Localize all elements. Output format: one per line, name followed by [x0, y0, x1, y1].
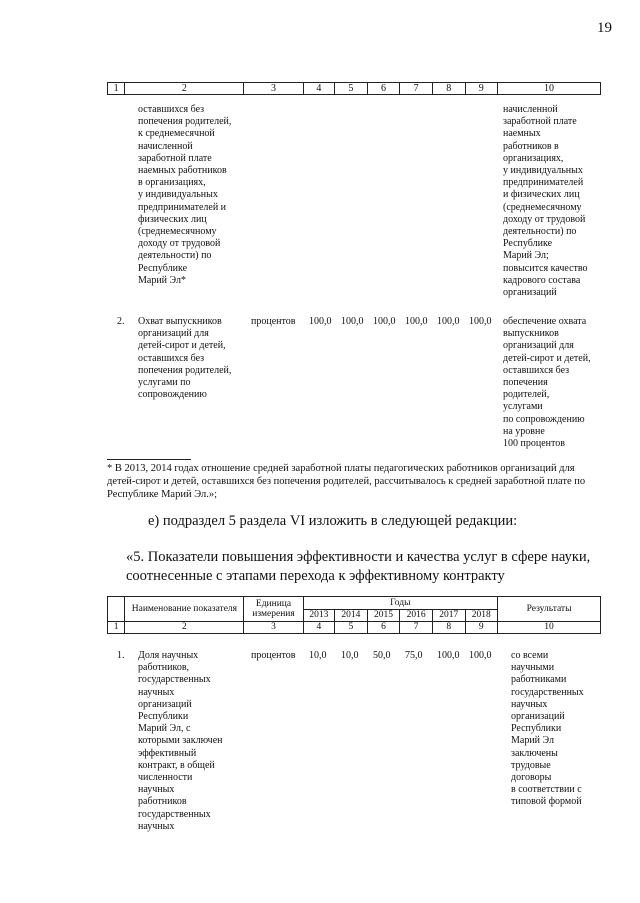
instruction-text: е) подраздел 5 раздела VI изложить в следующей редакции:: [148, 513, 518, 529]
col-num: 9: [465, 83, 498, 95]
value-2018: 100,0: [469, 316, 492, 327]
col-num: 8: [432, 83, 465, 95]
col-num: 10: [498, 622, 601, 634]
header-results: Результаты: [498, 597, 601, 622]
header-years: Годы: [303, 597, 498, 610]
col-num: 6: [367, 83, 400, 95]
col-num: 5: [335, 83, 368, 95]
value-2018: 100,0: [469, 650, 492, 661]
table1-cont-result: начисленной заработной плате наемных работников в организациях, у индивидуальных предпринимателей и физических лиц (среднемесячному доходу от трудовой деятельности) по Республике Марий Эл; повысится качество кадрового состава организаций: [503, 104, 588, 299]
year-2014: 2014: [335, 609, 368, 622]
section-heading: «5. Показатели повышения эффективности и качества услуг в сфере науки, соотнесенные с этапами перехода к эффективному контракту: [126, 549, 591, 584]
value-2016: 75,0: [405, 650, 423, 661]
table1-column-numbers: [107, 82, 601, 95]
col-num: 4: [303, 83, 335, 95]
col-num: 3: [244, 83, 303, 95]
page-number: 19: [597, 20, 612, 36]
value-2015: 100,0: [373, 316, 396, 327]
col-num: 5: [335, 622, 368, 634]
row-unit: процентов: [251, 316, 296, 327]
table2-header: [107, 596, 601, 634]
row-number: 1.: [117, 650, 125, 661]
header-empty: [108, 597, 125, 622]
col-num: 2: [125, 622, 244, 634]
value-2014: 100,0: [341, 316, 364, 327]
header-unit: Единица измерения: [244, 597, 303, 622]
col-num: 7: [400, 83, 433, 95]
value-2016: 100,0: [405, 316, 428, 327]
value-2013: 100,0: [309, 316, 332, 327]
year-2018: 2018: [465, 609, 498, 622]
row-unit: процентов: [251, 650, 296, 661]
value-2017: 100,0: [437, 650, 460, 661]
header-name: Наименование показателя: [125, 597, 244, 622]
col-num: 10: [498, 83, 601, 95]
footnote: * В 2013, 2014 годах отношение средней заработной платы педагогических работников организаций для детей-сирот и детей, оставшихся без попечения родителей, рассчитывалось к средней заработной плате по Республике Марий Эл.»;: [107, 463, 586, 500]
col-num: 6: [367, 622, 400, 634]
col-num: 9: [465, 622, 498, 634]
row-indicator-name: Охват выпускников организаций для детей-сирот и детей, оставшихся без попечения родителей, услугами по сопровождению: [138, 316, 232, 401]
value-2014: 10,0: [341, 650, 359, 661]
row-result: со всеми научными работниками государственных научных организаций Республики Марий Эл заключены трудовые договоры в соответствии с типовой формой: [511, 650, 584, 808]
year-2013: 2013: [303, 609, 335, 622]
col-num: 1: [108, 622, 125, 634]
value-2017: 100,0: [437, 316, 460, 327]
row-result: обеспечение охвата выпускников организаций для детей-сирот и детей, оставшихся без попечения родителей, услугами по сопровождению на уровне 100 процентов: [503, 316, 591, 450]
year-2015: 2015: [367, 609, 400, 622]
col-num: 8: [432, 622, 465, 634]
col-num: 4: [303, 622, 335, 634]
year-2016: 2016: [400, 609, 433, 622]
col-num: 7: [400, 622, 433, 634]
row-indicator-name: Доля научных работников, государственных научных организаций Республики Марий Эл, с которыми заключен эффективный контракт, в общей численности научных работников государственных научных: [138, 650, 223, 832]
table1-cont-name: оставшихся без попечения родителей, к среднемесячной начисленной заработной плате наемных работников в организациях, у индивидуальных предпринимателей и физических лиц (среднемесячному доходу от трудовой деятельности) по Республике Марий Эл*: [138, 104, 232, 286]
value-2015: 50,0: [373, 650, 391, 661]
row-number: 2.: [117, 316, 125, 327]
col-num: 3: [244, 622, 303, 634]
value-2013: 10,0: [309, 650, 327, 661]
col-num: 2: [125, 83, 244, 95]
year-2017: 2017: [432, 609, 465, 622]
col-num: 1: [108, 83, 125, 95]
footnote-separator: [107, 459, 191, 460]
